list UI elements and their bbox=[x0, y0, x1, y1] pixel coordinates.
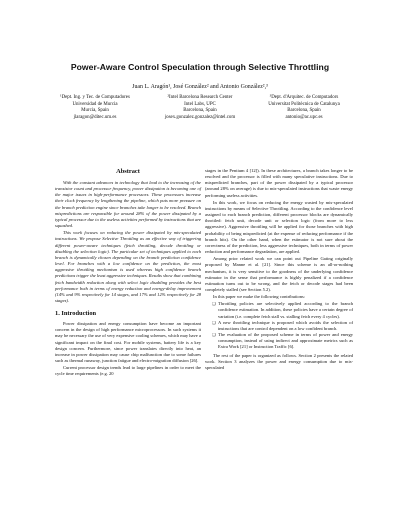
affiliation-2 bbox=[148, 95, 252, 122]
intro-body bbox=[55, 321, 201, 377]
affiliation-3 bbox=[252, 95, 356, 122]
body-paragraph: Among prior related work we can point out Pipeline Gating originally proposed by Manne et al. [21]. Since this scheme is an all-or-nothing mechanism, it is very sensitive to the goodness of the underlying confidence estimator in the sense that performance is highly penalized if a confidence estimation turns out to be wrong, and the fetch or decode stages had been completely stalled (see Section 5.2). bbox=[205, 256, 353, 292]
list-item bbox=[213, 301, 353, 319]
left-column bbox=[55, 168, 201, 379]
affiliation-line: Barcelona, Spain bbox=[183, 108, 217, 114]
affiliation-line: Barcelona, Spain bbox=[287, 108, 321, 114]
affiliation-email: josex.gonzalez.gonzalez@intel.com bbox=[164, 115, 236, 121]
affiliation-line: Universidad de Murcia bbox=[72, 101, 118, 107]
right-body bbox=[205, 168, 353, 371]
body-paragraph: The rest of the paper is organized as follows. Section 2 presents the related work. Section 3 analyzes the power and energy consumption due to mis-speculated bbox=[205, 352, 353, 370]
right-column bbox=[205, 168, 353, 372]
affiliation-email: jlaragon@ditec.um.es bbox=[73, 115, 117, 121]
affiliation-line: ²Intel Barcelona Research Center bbox=[167, 95, 233, 100]
abstract-paragraph: With the constant advances in technology that lead to the increasing of the transistor count and processor frequency, power dissipation is becoming one of the major issues in high-performance processors. These processors increase their clock frequency by lengthening the pipeline, which puts more pressure on the branch prediction engine since branches take longer to be resolved. Branch mispredictions are responsible for around 28% of the power dissipated by a typical processor due to the useless activities performed by instructions that are squashed. bbox=[55, 180, 201, 229]
affiliation-line: ³Dept. d'Arquitec. de Computadors bbox=[269, 95, 339, 100]
list-item bbox=[213, 332, 353, 350]
body-paragraph: Power dissipation and energy consumption have become an important concern in the design of high performance microprocessors. In such systems it may be necessary the use of very expensive cooling schemes, which may have a significant impact on the final cost. For mobile systems, battery life is a key design concern. Furthermore, since power translates directly into heat, an increase in power dissipation may cause chip malfunction due to some failures such as thermal runaway, junction fatigue and electro-migration diffusion [26]. bbox=[55, 321, 201, 364]
checkbox-bullet-icon: ❏ bbox=[212, 301, 216, 307]
paper-title: Power-Aware Control Speculation through Selective Throttling bbox=[70, 62, 330, 72]
contribution-list bbox=[205, 301, 353, 350]
body-paragraph: In this paper we make the following contributions: bbox=[213, 294, 306, 300]
list-item bbox=[213, 320, 353, 332]
affiliation-line: Intel Labs, UPC bbox=[184, 101, 216, 107]
list-item-text: A new throttling technique is proposed which avoids the selection of instructions that are control dependent on a low confident branch. bbox=[218, 319, 353, 331]
checkbox-bullet-icon: ❏ bbox=[212, 332, 216, 338]
affiliation-line: ¹Dept. Ing. y Tec. de Computadores bbox=[60, 95, 130, 100]
abstract-body bbox=[55, 180, 201, 304]
affiliation-line: Universitat Politècnica de Catalunya bbox=[268, 101, 340, 107]
list-item-text: Throttling policies are selectively applied according to the branch confidence estimation. In addition, these policies have a certain degree of variation (i.e. complete fetch stall vs. stalling fetch every 4 cycles). bbox=[218, 301, 353, 319]
body-paragraph: In this work, we focus on reducing the energy wasted by mis-speculated instructions by means of Selective Throttling. According to the confidence level assigned to each branch prediction, different processor blocks are dynamically throttled: fetch unit, decode unit or selection logic (from more to less aggressive). Aggressive throttling will be applied for those branches with high probability of being mispredicted (at the expense of reducing performance if the branch hits). On the other hand, when the estimator is not sure about the correctness of the prediction, less aggressive techniques, both in terms of power reduction and performance degradation, are applied. bbox=[205, 199, 353, 255]
body-paragraph: Current processor design trends lead to large pipelines in order to meet the cycle time requirements (e.g. 20 bbox=[55, 365, 201, 377]
intro-heading: 1. Introduction bbox=[55, 310, 97, 318]
affiliation-email: antonio@ac.upc.es bbox=[285, 115, 323, 121]
checkbox-bullet-icon: ❏ bbox=[212, 319, 216, 325]
affiliation-1 bbox=[42, 95, 148, 122]
affiliation-line: Murcia, Spain bbox=[81, 108, 109, 114]
author-list: Juan L. Aragón¹, José González² and Antonio González²,³ bbox=[132, 84, 268, 90]
list-item-text: The evaluation of the proposed scheme in terms of power and energy consumption, instead of using indirect and approximate metrics such as Extra Work [21] or Instruction Traffic [6]. bbox=[218, 332, 353, 350]
abstract-heading: Abstract bbox=[116, 168, 140, 175]
abstract-paragraph: This work focuses on reducing the power dissipated by mis-speculated instructions. We propose Selective Throttling as an effective way of triggering different power-aware techniques (fetch throttling, decode throttling or disabling the selection logic). The particular set of techniques applied to each branch is dynamically chosen depending on the branch prediction confidence level. For branches with a low confidence on the prediction, the most aggressive throttling mechanism is used whereas high confidence branch predictions trigger the least aggressive techniques. Results show that combining fetch bandwidth reduction along with select logic disabling provides the best performance both in terms of energy reduction and energy-delay improvement (14% and 9% respectively for 14 stages, and 17% and 12% respectively for 28 stages). bbox=[55, 230, 201, 303]
body-paragraph: stages in the Pentium 4 [12]). In these architectures, a branch takes longer to be resolved and the processor is filled with many speculative instructions. Due to mispredicted branches, part of the power dissipated by a typical processor (around 28% on average) is due to mis-speculated instructions that waste energy performing useless activities. bbox=[205, 168, 353, 198]
